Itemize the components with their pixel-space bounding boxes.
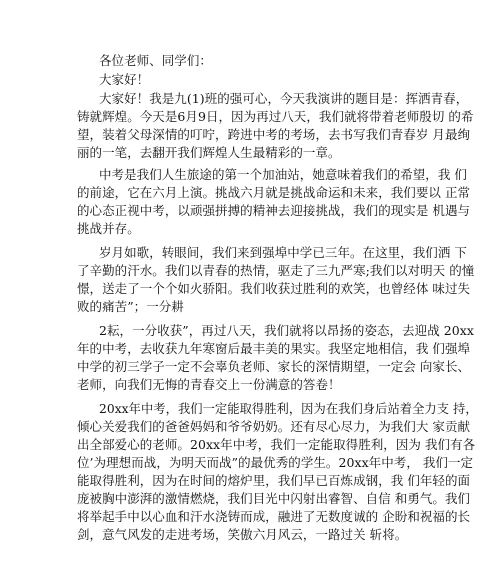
- paragraph-1-line-2: 铸就辉煌。今天是6月9日，因为再过八天，我们就将带着老师殷切 的希: [77, 109, 474, 124]
- paragraph-1-line-4: 丽的一笔，去翻开我们辉煌人生最精彩的一章。: [77, 145, 341, 160]
- paragraph-5-line-4: 位’为理想而战，为明天而战”的最优秀的学生。20xx年中考， 我们一定: [77, 455, 474, 470]
- paragraph-2-line-2: 的前途，它在六月上演。挑战六月就是挑战命运和未来，我们要以 正常: [77, 185, 471, 200]
- paragraph-2-line-3: 的心态正视中考，以顽强拼搏的精神去迎接挑战，我们的现实是 机遇与: [77, 203, 471, 218]
- greeting-line: 大家好！: [99, 72, 150, 87]
- paragraph-3-line-3: 憬，送走了一个个如火骄阳。我们收获过胜利的欢笑，也曾经体 味过失: [77, 281, 471, 296]
- paragraph-1-line-1: 大家好！我是九(1)班的强可心，今天我演讲的题目是：挥洒青春，: [99, 91, 469, 106]
- paragraph-4-line-2: 年的中考，去收获九年寒窗后最丰美的果实。我坚定地相信，我 们强埠: [77, 341, 471, 356]
- paragraph-5-line-5: 能取得胜利，因为在时间的熔炉里，我们早已百炼成钢，我 们年轻的面: [77, 473, 471, 488]
- paragraph-4-line-1: 2耘，一分收获”，再过八天，我们就将以昂扬的姿态，去迎战 20xx: [99, 323, 474, 338]
- paragraph-3-line-1: 岁月如歌，转眼间，我们来到强埠中学已三年。在这里，我们洒 下: [99, 245, 467, 260]
- paragraph-5-line-6: 庞被胸中澎湃的激情燃烧，我们目光中闪射出睿智、自信 和勇气。我们: [77, 491, 471, 506]
- paragraph-3-line-4: 败的痛苦”；一分耕: [77, 299, 184, 314]
- paragraph-5-line-8: 剑，意气风发的走进考场，笑傲六月风云，一路过关 斩将。: [77, 527, 408, 542]
- paragraph-4-line-4: 老师，向我们无悔的青春交上一份满意的答卷！: [77, 377, 341, 392]
- paragraph-3-line-2: 了辛勤的汗水。我们以青春的热情，驱走了三九严寒;我们以对明天 的憧: [77, 263, 475, 278]
- paragraph-5-line-7: 将举起手中以心血和汗水浇铸而成，融进了无数度诚的 企盼和祝福的长: [77, 509, 471, 524]
- paragraph-5-line-1: 20xx年中考，我们一定能取得胜利，因为在我们身后站着全力支 持，: [99, 401, 478, 416]
- paragraph-2-line-4: 挑战并存。: [77, 221, 140, 236]
- paragraph-4-line-3: 中学的初三学子一定不会辜负老师、家长的深情期望，一定会 向家长、: [77, 359, 471, 374]
- paragraph-2-line-1: 中考是我们人生旅途的第一个加油站，她意味着我们的希望，我 们: [99, 167, 467, 182]
- paragraph-5-line-2: 倾心关爱我们的爸爸妈妈和爷爷奶奶。还有尽心尽力，为我们大 家贡献: [77, 419, 471, 434]
- salutation-line: 各位老师、同学们：: [99, 53, 212, 68]
- paragraph-5-line-3: 出全部爱心的老师。20xx年中考，我们一定能取得胜利，因为 我们有各: [77, 437, 476, 452]
- paragraph-1-line-3: 望，装着父母深情的叮咛，跨进中考的考场，去书写我们青春岁 月最绚: [77, 127, 471, 142]
